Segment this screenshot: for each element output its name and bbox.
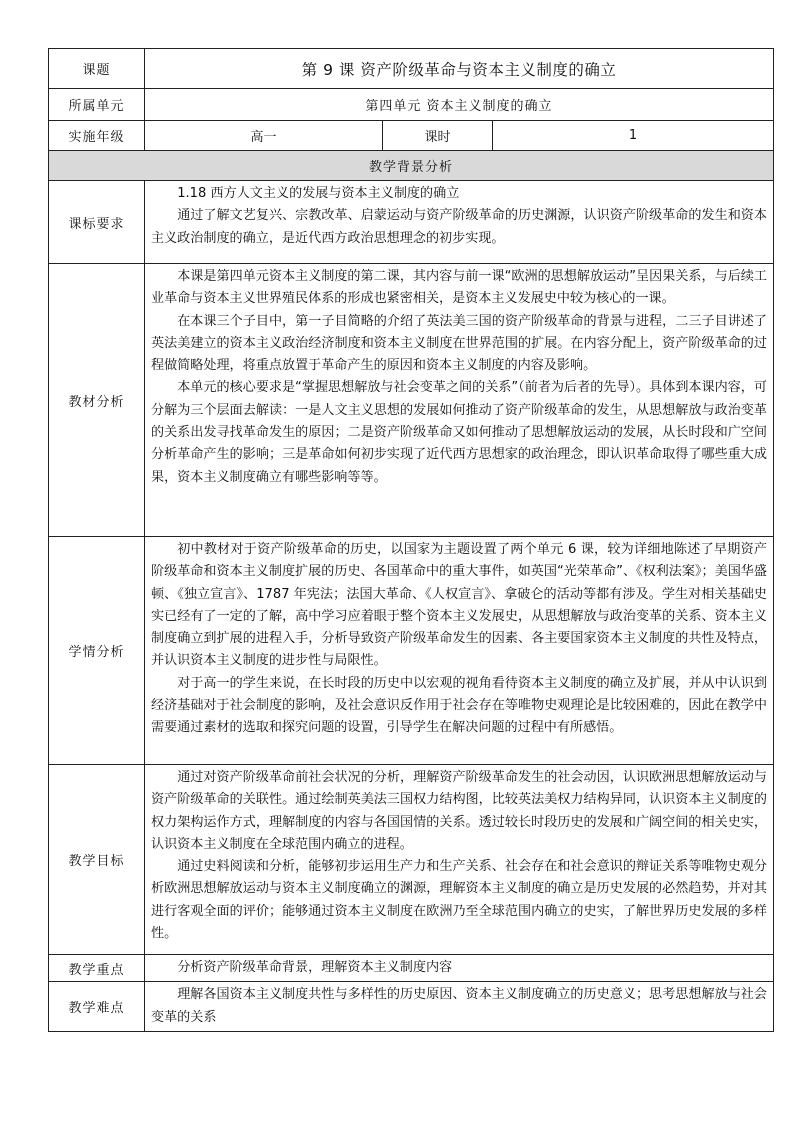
goals-row xyxy=(49,765,774,955)
difficult-row xyxy=(49,982,774,1032)
standard-paragraph: 1.18 西方人文主义的发展与资本主义制度的确立 xyxy=(177,186,460,201)
grade-label: 实施年级 xyxy=(49,121,145,151)
unit-row xyxy=(49,89,774,121)
topic-value: 第 9 课 资产阶级革命与资本主义制度的确立 xyxy=(145,49,774,89)
material-paragraph: 本单元的核心要求是“掌握思想解放与社会变革之间的关系”（前者为后者的先导）。具体到本课内容，可分解为三个层面去解读：一是人文主义思想的发展如何推动了资产阶级革命的发生，从思想解放与政治变革的关系出发寻找革命发生的原因；二是资产阶级革命又如何推动了思想解放运动的发展，从长时段和广空间分析革命产生的影响；三是革命如何初步实现了近代西方思想家的政治理念，即认识革命取得了哪些重大成果，资本主义制度确立有哪些影响等等。 xyxy=(151,380,767,485)
goals-content xyxy=(145,765,774,955)
goals-paragraph: 通过对资产阶级革命前社会状况的分析，理解资产阶级革命发生的社会动因，认识欧洲思想解放运动与资产阶级革命的关联性。通过绘制英美法三国权力结构图，比较英法美权力结构异同，认识资本主义制度的权力架构运作方式，理解制度的内容与各国国情的关系。透过较长时段历史的发展和广阔空间的相关史实，认识资本主义制度在全球范围内确立的进程。 xyxy=(151,770,767,852)
material-paragraph: 本课是第四单元资本主义制度的第二课，其内容与前一课“欧洲的思想解放运动”呈因果关系，与后续工业革命与资本主义世界殖民体系的形成也紧密相关，是资本主义发展史中较为核心的一课。 xyxy=(151,269,767,307)
key-content xyxy=(145,955,774,982)
students-paragraph: 对于高一的学生来说，在长时段的历史中以宏观的视角看待资本主义制度的确立及扩展，并从中认识到经济基础对于社会制度的影响，及社会意识反作用于社会存在等唯物史观理论是比较困难的，因此在教学中需要通过素材的选取和探究问题的设置，引导学生在解决问题的过程中有所感悟。 xyxy=(151,675,767,736)
topic-row xyxy=(49,49,774,89)
unit-value: 第四单元 资本主义制度的确立 xyxy=(145,89,774,121)
key-row xyxy=(49,955,774,982)
standard-content xyxy=(145,181,774,264)
goals-label: 教学目标 xyxy=(49,765,145,955)
section-row xyxy=(49,151,774,181)
students-row xyxy=(49,537,774,765)
students-label: 学情分析 xyxy=(49,537,145,765)
standard-row xyxy=(49,181,774,264)
material-content xyxy=(145,264,774,537)
material-paragraph: 在本课三个子目中，第一子目简略的介绍了英法美三国的资产阶级革命的背景与进程，二三子目讲述了英法美建立的资本主义政治经济制度和资本主义制度在世界范围的扩展。在内容分配上，资产阶级革命的过程做简略处理，将重点放置于革命产生的原因和资本主义制度的内容及影响。 xyxy=(151,313,767,374)
students-content xyxy=(145,537,774,765)
difficult-label: 教学难点 xyxy=(49,982,145,1032)
section-title: 教学背景分析 xyxy=(49,151,774,181)
difficult-paragraph: 理解各国资本主义制度共性与多样性的历史原因、资本主义制度确立的历史意义；思考思想解放与社会变革的关系 xyxy=(151,987,767,1025)
topic-label: 课题 xyxy=(49,49,145,89)
grade-value: 高一 xyxy=(145,121,383,151)
goals-paragraph: 通过史料阅读和分析，能够初步运用生产力和生产关系、社会存在和社会意识的辩证关系等唯物史观分析欧洲思想解放运动与资本主义制度确立的渊源，理解资本主义制度的确立是历史发展的必然趋势，并对其进行客观全面的评价；能够通过资本主义制度在欧洲乃至全球范围内确立的史实，了解世界历史发展的多样性。 xyxy=(151,859,767,942)
lesson-plan-table xyxy=(48,48,774,1032)
difficult-content xyxy=(145,982,774,1032)
material-row xyxy=(49,264,774,537)
standard-paragraph: 通过了解文艺复兴、宗教改革、启蒙运动与资产阶级革命的历史渊源，认识资产阶级革命的发生和资本主义政治制度的确立，是近代西方政治思想理念的初步实现。 xyxy=(151,208,767,246)
material-label: 教材分析 xyxy=(49,264,145,537)
standard-label: 课标要求 xyxy=(49,181,145,264)
hours-label: 课时 xyxy=(383,121,493,151)
key-label: 教学重点 xyxy=(49,955,145,982)
grade-row xyxy=(49,121,774,151)
hours-value: 1 xyxy=(493,121,774,151)
unit-label: 所属单元 xyxy=(49,89,145,121)
students-paragraph: 初中教材对于资产阶级革命的历史，以国家为主题设置了两个单元 6 课，较为详细地陈述了早期资产阶级革命和资本主义制度扩展的历史、各国革命中的重大事件，如英国“光荣革命”、《权利法案》；美国华盛顿、《独立宣言》、1787 年宪法；法国大革命、《人权宣言》、拿破仑的活动等都有涉及。学生对相关基础史实已经有了一定的了解，高中学习应着眼于整个资本主义发展史，从思想解放与政治变革的关系、资本主义制度确立到扩展的进程入手，分析导致资产阶级革命发生的因素、各主要国家资本主义制度的共性及特点，并认识资本主义制度的进步性与局限性。 xyxy=(151,542,767,669)
key-paragraph: 分析资产阶级革命背景，理解资本主义制度内容 xyxy=(177,960,453,975)
